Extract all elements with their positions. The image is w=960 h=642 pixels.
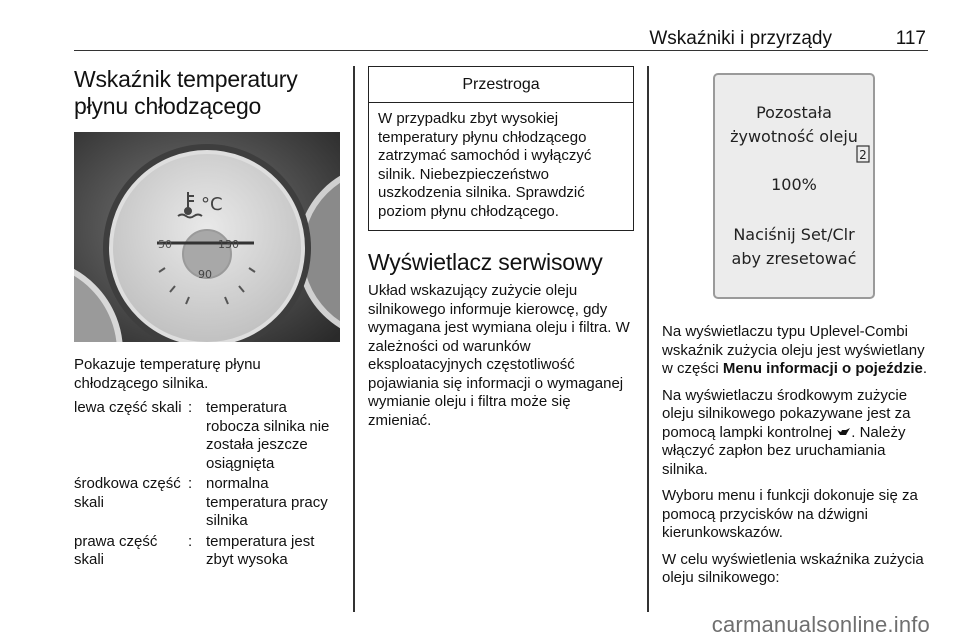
caution-text: W przypadku zbyt wysokiej temperatury płynu chłodzącego zatrzymać samochód i wyłączyć silnik. Niebezpieczeństwo uszkodzenia silnika. Sprawdzić poziom płynu chłodzącego.: [378, 110, 592, 220]
page-header: [74, 28, 928, 51]
oil-life-paragraph-3: Wyboru menu i funkcji dokonuje się za pomocą przycisków na dźwigni kierunkowskazów.: [662, 487, 918, 541]
oil-life-paragraph-4: W celu wyświetlenia wskaźnika zużycia oleju silnikowego:: [662, 550, 924, 586]
gauge-tick-90: 90: [198, 268, 212, 281]
gauge-tick-50: 50: [158, 238, 172, 251]
display-badge: 2: [859, 148, 867, 162]
oil-life-display-image: [662, 66, 928, 304]
service-display-text: Układ wskazujący zużycie oleju silnikowego informuje kierowcę, gdy wymagana jest wymiana oleju i filtra. W zależności od warunków eksploatacyjnych częstotliwość pojawiania się informacji o wymaganej wymianie oleju i filtra może się zmieniać.: [368, 282, 630, 429]
oil-life-paragraph-1: Na wyświetlaczu typu Uplevel-Combi wskaźnik zużycia oleju jest wyświetlany w części Menu informacji o pojeździe.: [662, 323, 928, 377]
caution-title: Przestroga: [369, 67, 633, 103]
display-line-5: aby zresetować: [731, 249, 857, 268]
section-heading-service-display: Wyświetlacz serwisowy: [368, 249, 603, 275]
oil-life-paragraph-2: Na wyświetlaczu środkowym zużycie oleju silnikowego pokazywane jest za pomocą lampki kontrolnej . Należy włączyć zapłon bez uruchamiania silnika.: [662, 386, 911, 478]
display-line-2: żywotność oleju: [730, 127, 858, 146]
display-percent: 100%: [771, 175, 817, 194]
definition-row: środkowa część skali : normalna temperatura pracy silnika: [74, 475, 328, 529]
display-line-1: Pozostała: [756, 103, 832, 122]
page-header-title: Wskaźniki i przyrządy: [649, 28, 832, 49]
watermark: carmanualsonline.info: [711, 612, 930, 637]
column-caution-service: [368, 66, 636, 430]
coolant-gauge-photo: [74, 132, 340, 342]
column-divider: [353, 66, 355, 612]
column-divider: [647, 66, 649, 612]
gauge-tick-130: 130: [218, 238, 239, 251]
definition-row: prawa część skali : temperatura jest zbyt wysoka: [74, 532, 315, 568]
caution-box: [368, 66, 634, 231]
definition-row: lewa część skali : temperatura robocza silnika nie została jeszcze osiągnięta: [74, 399, 330, 472]
definition-list: [74, 399, 340, 570]
column-oil-life: [662, 66, 928, 588]
column-coolant-gauge: [74, 66, 340, 572]
coolant-intro-text: Pokazuje temperaturę płynu chłodzącego silnika.: [74, 356, 261, 392]
page-number: 117: [895, 28, 926, 49]
section-heading-coolant: Wskaźnik temperatury płynu chłodzącego: [74, 66, 298, 119]
gauge-unit-label: °C: [201, 194, 223, 215]
oil-can-icon: [836, 427, 851, 437]
display-line-4: Naciśnij Set/Clr: [733, 225, 855, 244]
